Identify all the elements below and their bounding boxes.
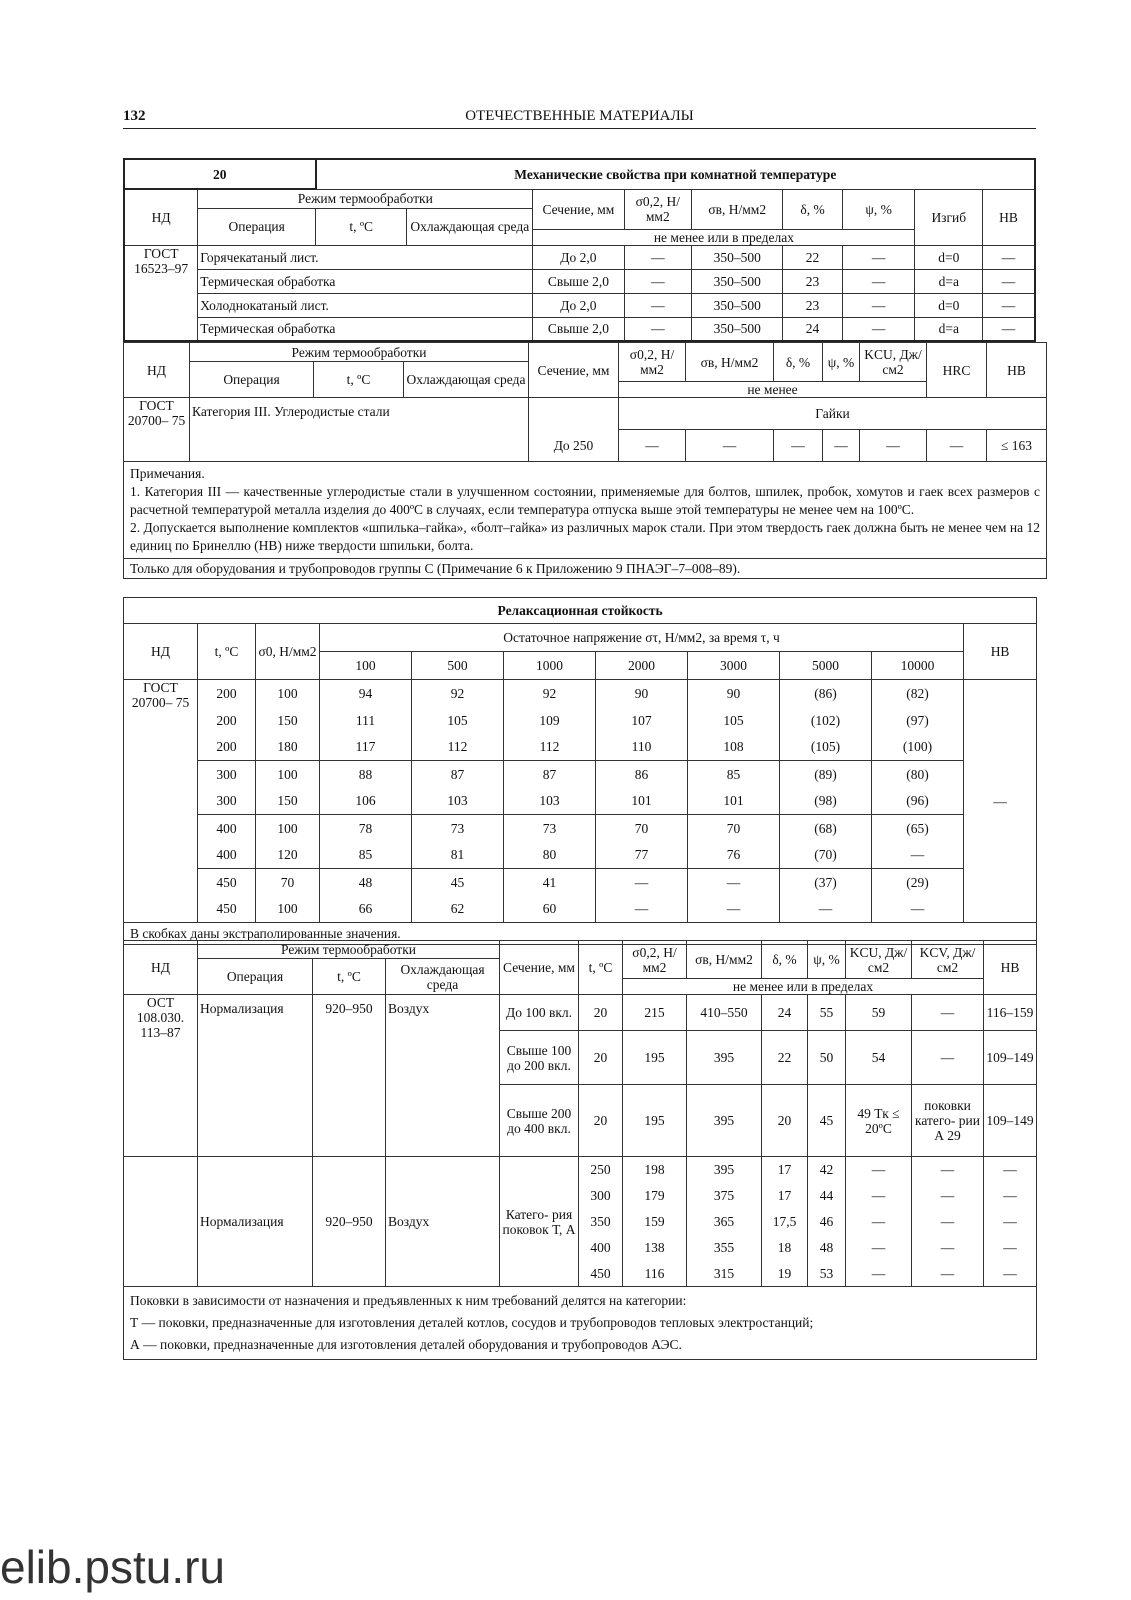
table-cell: 410–550 — [687, 995, 762, 1031]
empty-cell — [529, 398, 619, 430]
time-header: 1000 — [504, 652, 596, 680]
table-cell: 66 — [320, 896, 412, 923]
ost-cell: ОСТ 108.030. 113–87 — [124, 995, 198, 1157]
page-number: 132 — [123, 108, 146, 124]
table-cell: — — [983, 269, 1035, 293]
table-cell: 23 — [783, 269, 842, 293]
time-header: 500 — [412, 652, 504, 680]
table-cell: (100) — [872, 734, 964, 761]
nd-header: НД — [124, 941, 198, 995]
sv-header: σв, Н/мм2 — [687, 941, 762, 979]
table-cell: Свыше 100 до 200 вкл. — [500, 1031, 579, 1085]
table-cell: 395 — [687, 1031, 762, 1085]
table-cell: 180 — [256, 734, 320, 761]
table-cell: 90 — [596, 680, 688, 707]
running-title: ОТЕЧЕСТВЕННЫЕ МАТЕРИАЛЫ — [465, 108, 694, 124]
table-cell: 450 — [198, 896, 256, 923]
table-cell: (70) — [780, 842, 872, 869]
table-cell: 350–500 — [692, 293, 783, 317]
temp-header: t, ºС — [198, 624, 256, 680]
operation-header: Операция — [190, 362, 314, 398]
table-cell: 105 — [688, 707, 780, 734]
table-cell: 109–149 — [984, 1085, 1037, 1157]
table-cell: 20 — [579, 995, 623, 1031]
psi-header: ψ, % — [823, 343, 860, 382]
table-cell: — — [842, 269, 915, 293]
table-cell: 107 — [596, 707, 688, 734]
table-cell: 103 — [412, 788, 504, 815]
operation-cell: Нормализация — [198, 995, 313, 1157]
section-header: Сечение, мм — [533, 189, 624, 229]
table-cell: 24 — [783, 317, 842, 341]
table-cell: 62 — [412, 896, 504, 923]
table-cell: 109 — [504, 707, 596, 734]
grade-cell: 20 — [124, 159, 316, 189]
table-cell: — — [912, 1031, 984, 1085]
table-cell: 110 — [596, 734, 688, 761]
regime-header: Режим термообработки — [198, 941, 500, 959]
table-cell: 76 — [688, 842, 780, 869]
table-cell: 375 — [687, 1183, 762, 1209]
notes-title: Примечания. — [130, 466, 205, 481]
table-cell: 54 — [846, 1031, 912, 1085]
forgings-note-2: Т — поковки, предназначенные для изготовления деталей котлов, сосудов и трубопроводов тепловых электростанций; — [130, 1315, 814, 1330]
forgings-notes — [124, 1287, 1037, 1360]
table-cell: 395 — [687, 1157, 762, 1183]
hb-value-cell: — — [964, 680, 1037, 923]
table-cell: 20 — [579, 1031, 623, 1085]
temp-header: t, ºС — [316, 208, 407, 245]
table-cell: 116 — [623, 1261, 687, 1287]
table-cell: 450 — [198, 869, 256, 896]
table-cell: 92 — [412, 680, 504, 707]
table-cell: — — [619, 430, 686, 462]
table-cell: 120 — [256, 842, 320, 869]
nd-header: НД — [124, 624, 198, 680]
table-cell: 100 — [256, 815, 320, 842]
table-cell: (96) — [872, 788, 964, 815]
table-cell: — — [860, 430, 927, 462]
table-cell: — — [984, 1235, 1037, 1261]
table-cell: 50 — [808, 1031, 846, 1085]
mechanical-properties-table — [123, 158, 1036, 342]
table-cell: (98) — [780, 788, 872, 815]
table-cell: Свыше 2,0 — [533, 269, 624, 293]
forgings-table — [123, 940, 1037, 1360]
table-cell: — — [983, 317, 1035, 341]
table-cell: 55 — [808, 995, 846, 1031]
table-cell: 179 — [623, 1183, 687, 1209]
table-cell: 250 — [579, 1157, 623, 1183]
table-cell: (89) — [780, 761, 872, 788]
section-header: Сечение, мм — [529, 343, 619, 398]
table-cell: 150 — [256, 707, 320, 734]
table-cell: 315 — [687, 1261, 762, 1287]
watermark: elib.pstu.ru — [0, 1541, 226, 1593]
table-cell: (105) — [780, 734, 872, 761]
hb-header: НВ — [983, 189, 1035, 245]
operation-cell: Нормализация — [198, 1157, 313, 1287]
table-cell: 101 — [688, 788, 780, 815]
table-cell: 112 — [504, 734, 596, 761]
cooling-header: Охлаждающая среда — [404, 362, 529, 398]
table-cell: 94 — [320, 680, 412, 707]
table-cell: 108 — [688, 734, 780, 761]
table-cell: — — [842, 245, 915, 269]
table-cell: 73 — [412, 815, 504, 842]
cooling-cell: Воздух — [386, 1157, 500, 1287]
kcu-header: KCU, Дж/см2 — [860, 343, 927, 382]
gost-cell: ГОСТ 16523–97 — [124, 245, 198, 341]
table-cell: 23 — [783, 293, 842, 317]
sv-header: σв, Н/мм2 — [686, 343, 774, 382]
section-header: Сечение, мм — [500, 941, 579, 995]
table-cell: 41 — [504, 869, 596, 896]
hb-header: НВ — [984, 941, 1037, 995]
table-cell: 200 — [198, 707, 256, 734]
table-cell: 109–149 — [984, 1031, 1037, 1085]
table-cell: — — [688, 896, 780, 923]
table-cell: — — [912, 1235, 984, 1261]
table-cell: — — [984, 1209, 1037, 1235]
table-cell: До 2,0 — [533, 245, 624, 269]
table-cell: До 2,0 — [533, 293, 624, 317]
table-cell: 300 — [198, 761, 256, 788]
table-cell: 81 — [412, 842, 504, 869]
table-cell: 70 — [596, 815, 688, 842]
s02-header: σ0,2, Н/мм2 — [623, 941, 687, 979]
table-cell: 48 — [320, 869, 412, 896]
table-cell: 150 — [256, 788, 320, 815]
table-cell: 400 — [198, 842, 256, 869]
table-cell: 200 — [198, 734, 256, 761]
table-cell: — — [596, 896, 688, 923]
table-cell: 350–500 — [692, 269, 783, 293]
table-cell: Термическая обработка — [198, 269, 533, 293]
table-cell: 45 — [808, 1085, 846, 1157]
table-cell: 49 Тк ≤ 20ºС — [846, 1085, 912, 1157]
notes-block — [124, 462, 1047, 559]
gost-cell: ГОСТ 20700– 75 — [124, 398, 190, 462]
table-cell: До 100 вкл. — [500, 995, 579, 1031]
table-cell: — — [846, 1157, 912, 1183]
table-cell: 87 — [412, 761, 504, 788]
regime-header: Режим термообработки — [198, 189, 533, 208]
time-header: 10000 — [872, 652, 964, 680]
table-cell: 106 — [320, 788, 412, 815]
table-cell: — — [984, 1183, 1037, 1209]
table-cell: 300 — [579, 1183, 623, 1209]
table-cell: 117 — [320, 734, 412, 761]
table-cell: 300 — [198, 788, 256, 815]
cooling-cell: Воздух — [386, 995, 500, 1157]
table-cell: — — [846, 1209, 912, 1235]
table-cell: — — [872, 896, 964, 923]
table-cell: 195 — [623, 1085, 687, 1157]
table-cell: 400 — [198, 815, 256, 842]
bend-header: Изгиб — [915, 189, 983, 245]
table-cell: — — [846, 1235, 912, 1261]
table-cell: 59 — [846, 995, 912, 1031]
table-cell: — — [846, 1183, 912, 1209]
table-cell: 159 — [623, 1209, 687, 1235]
table-cell: 105 — [412, 707, 504, 734]
regime-header: Режим термообработки — [190, 343, 529, 362]
table-cell: — — [984, 1261, 1037, 1287]
table-cell: 46 — [808, 1209, 846, 1235]
table-cell: — — [912, 1157, 984, 1183]
extrapolated-note: В скобках даны экстраполированные значения. — [124, 923, 1037, 945]
gost-cell: ГОСТ 20700– 75 — [124, 680, 198, 923]
temp-range-cell: 920–950 — [313, 1157, 386, 1287]
table-cell: 18 — [762, 1235, 808, 1261]
table-cell: — — [846, 1261, 912, 1287]
limits-header: не менее или в пределах — [623, 979, 984, 995]
category-cell: Категория III. Углеродистые стали — [190, 398, 529, 462]
hb-header: НВ — [987, 343, 1047, 398]
forgings-note-1: Поковки в зависимости от назначения и предъявленных к ним требований делятся на категории: — [130, 1293, 687, 1308]
table-cell: d=a — [915, 269, 983, 293]
table-cell: — — [624, 245, 692, 269]
table-cell: — — [912, 1209, 984, 1235]
table-cell: 350–500 — [692, 317, 783, 341]
operation-header: Операция — [198, 959, 313, 995]
table-cell: 395 — [687, 1085, 762, 1157]
table-cell: d=0 — [915, 293, 983, 317]
table-cell: (97) — [872, 707, 964, 734]
page-header — [123, 108, 1036, 129]
table-cell: 48 — [808, 1235, 846, 1261]
table-cell: — — [984, 1157, 1037, 1183]
table-cell: — — [912, 995, 984, 1031]
table-cell: Свыше 200 до 400 вкл. — [500, 1085, 579, 1157]
table-cell: — — [624, 293, 692, 317]
table-cell: 73 — [504, 815, 596, 842]
table-cell: — — [686, 430, 774, 462]
nd-header: НД — [124, 189, 198, 245]
psi-header: ψ, % — [808, 941, 846, 979]
table-cell: 365 — [687, 1209, 762, 1235]
table-cell: 42 — [808, 1157, 846, 1183]
table-cell: 44 — [808, 1183, 846, 1209]
table-cell: 87 — [504, 761, 596, 788]
table-cell: 100 — [256, 761, 320, 788]
table-cell: — — [780, 896, 872, 923]
table-cell: 77 — [596, 842, 688, 869]
table-cell: — — [983, 293, 1035, 317]
table-cell: (29) — [872, 869, 964, 896]
table-cell: Термическая обработка — [198, 317, 533, 341]
table-cell: 350 — [579, 1209, 623, 1235]
table-cell: 22 — [762, 1031, 808, 1085]
note-2: 2. Допускается выполнение комплектов «шпилька–гайка», «болт–гайка» из различных марок стали. При этом твердость гаек должна быть не менее чем на 12 единиц по Бринеллю (НВ) ниже твердости шпильки, болта. — [130, 520, 1040, 553]
table-cell: — — [912, 1183, 984, 1209]
table-cell: 100 — [256, 896, 320, 923]
hb-header: НВ — [964, 624, 1037, 680]
table-cell: 80 — [504, 842, 596, 869]
psi-header: ψ, % — [842, 189, 915, 229]
table-cell: — — [927, 430, 987, 462]
table-cell: Свыше 2,0 — [533, 317, 624, 341]
kcu-header: KCU, Дж/см2 — [846, 941, 912, 979]
delta-header: δ, % — [783, 189, 842, 229]
table-cell: 92 — [504, 680, 596, 707]
table-cell: 100 — [256, 680, 320, 707]
table-cell: — — [842, 293, 915, 317]
table-cell: 111 — [320, 707, 412, 734]
temp-header: t, ºС — [313, 959, 386, 995]
sv-header: σв, Н/мм2 — [692, 189, 783, 229]
cooling-header: Охлаждающая среда — [386, 959, 500, 995]
table-cell: 20 — [762, 1085, 808, 1157]
table-cell: 70 — [256, 869, 320, 896]
table-cell: 53 — [808, 1261, 846, 1287]
table-title: Механические свойства при комнатной температуре — [316, 159, 1035, 189]
time-header: 2000 — [596, 652, 688, 680]
table-cell: 198 — [623, 1157, 687, 1183]
table-cell: 400 — [579, 1235, 623, 1261]
table-cell: 20 — [579, 1085, 623, 1157]
time-header: 3000 — [688, 652, 780, 680]
table-cell: 450 — [579, 1261, 623, 1287]
table-cell: — — [842, 317, 915, 341]
empty-cell — [124, 1157, 198, 1287]
table-cell: — — [688, 869, 780, 896]
table-cell: 88 — [320, 761, 412, 788]
temp-range-cell: 920–950 — [313, 995, 386, 1157]
time-header: 5000 — [780, 652, 872, 680]
table-cell: — — [774, 430, 823, 462]
hrc-header: HRC — [927, 343, 987, 398]
note-1: 1. Категория III — качественные углеродистые стали в улучшенном состоянии, применяемые для болтов, шпилек, пробок, хомутов и гаек всех размеров с расчетной температурой металла изделия до 400ºС в случаях, если температура отпуска выше этой температуры не менее чем на 100ºС. — [130, 484, 1040, 517]
table-cell: 22 — [783, 245, 842, 269]
table-cell: (82) — [872, 680, 964, 707]
table-cell: d=0 — [915, 245, 983, 269]
limits-header: не менее — [619, 382, 927, 398]
table-cell: Горячекатаный лист. — [198, 245, 533, 269]
table-cell: — — [624, 269, 692, 293]
table-cell: 60 — [504, 896, 596, 923]
cooling-header: Охлаждающая среда — [407, 208, 533, 245]
table-cell: 195 — [623, 1031, 687, 1085]
relaxation-table — [123, 597, 1037, 945]
table-cell: — — [872, 842, 964, 869]
t-header: t, ºС — [579, 941, 623, 995]
table-cell: 17,5 — [762, 1209, 808, 1235]
table-cell: 116–159 — [984, 995, 1037, 1031]
table-cell: 45 — [412, 869, 504, 896]
operation-header: Операция — [198, 208, 316, 245]
s02-header: σ0,2, Н/мм2 — [624, 189, 692, 229]
limits-header: не менее или в пределах — [533, 229, 915, 245]
table-cell: — — [983, 245, 1035, 269]
table-cell: 17 — [762, 1157, 808, 1183]
table-cell: 103 — [504, 788, 596, 815]
table-cell: 19 — [762, 1261, 808, 1287]
table-cell: — — [823, 430, 860, 462]
table-cell: Холоднокатаный лист. — [198, 293, 533, 317]
forgings-note-3: А — поковки, предназначенные для изготовления деталей оборудования и трубопроводов АЭС. — [130, 1337, 682, 1352]
table-cell: (68) — [780, 815, 872, 842]
table-cell: поковки катего- рии А 29 — [912, 1085, 984, 1157]
table-cell: 85 — [320, 842, 412, 869]
residual-header: Остаточное напряжение στ, Н/мм2, за время τ, ч — [320, 624, 964, 652]
table-cell: (65) — [872, 815, 964, 842]
table-cell: 355 — [687, 1235, 762, 1261]
table-cell: 90 — [688, 680, 780, 707]
time-header: 100 — [320, 652, 412, 680]
nd-header: НД — [124, 343, 190, 398]
table-cell: До 250 — [529, 430, 619, 462]
relaxation-title: Релаксационная стойкость — [124, 598, 1037, 624]
table-cell: 350–500 — [692, 245, 783, 269]
s02-header: σ0,2, Н/мм2 — [619, 343, 686, 382]
table-cell: — — [596, 869, 688, 896]
table-cell: 138 — [623, 1235, 687, 1261]
nuts-table — [123, 342, 1047, 579]
delta-header: δ, % — [774, 343, 823, 382]
table-cell: 215 — [623, 995, 687, 1031]
table-cell: ≤ 163 — [987, 430, 1047, 462]
table-cell: (37) — [780, 869, 872, 896]
kcv-header: KCV, Дж/см2 — [912, 941, 984, 979]
table-cell: 200 — [198, 680, 256, 707]
table-cell: (86) — [780, 680, 872, 707]
table-cell: 112 — [412, 734, 504, 761]
table-cell: — — [624, 317, 692, 341]
group-c-note: Только для оборудования и трубопроводов группы С (Примечание 6 к Приложению 9 ПНАЭГ–7–008–89). — [124, 559, 1047, 579]
table-cell: 86 — [596, 761, 688, 788]
table-cell: 78 — [320, 815, 412, 842]
table-cell: (102) — [780, 707, 872, 734]
table-cell: 101 — [596, 788, 688, 815]
delta-header: δ, % — [762, 941, 808, 979]
nuts-cell: Гайки — [619, 398, 1047, 430]
table-cell: 17 — [762, 1183, 808, 1209]
table-cell: 85 — [688, 761, 780, 788]
category-cell: Катего- рия поковок Т, А — [500, 1157, 579, 1287]
table-cell: (80) — [872, 761, 964, 788]
temp-header: t, ºС — [314, 362, 404, 398]
table-cell: 24 — [762, 995, 808, 1031]
table-cell: 70 — [688, 815, 780, 842]
table-cell: — — [912, 1261, 984, 1287]
s0-header: σ0, Н/мм2 — [256, 624, 320, 680]
table-cell: d=a — [915, 317, 983, 341]
